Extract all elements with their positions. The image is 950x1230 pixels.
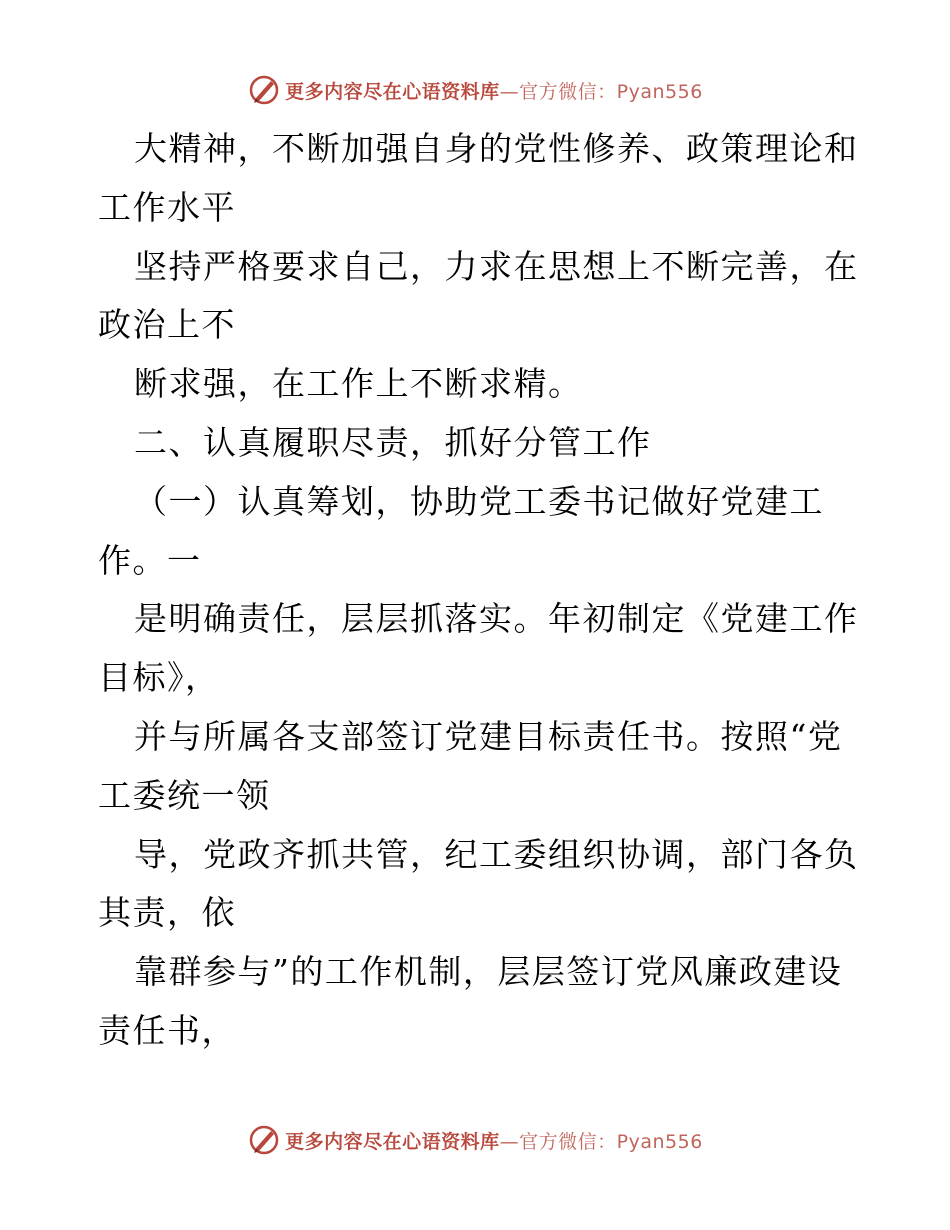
- watermark-text: [285, 1127, 703, 1154]
- header-watermark: [0, 70, 950, 110]
- watermark-main-text: 更多内容尽在心语资料库: [285, 80, 500, 103]
- text-line: 工作水平: [98, 187, 236, 227]
- text-line: 目标》，: [98, 658, 220, 698]
- pen-logo-icon: [247, 1123, 281, 1157]
- watermark-sub-text: —官方微信：Pyan556: [499, 80, 703, 103]
- text-line: 工委统一领: [98, 775, 271, 815]
- text-line: 作。一: [98, 540, 202, 580]
- text-line: 并与所属各支部签订党建目标责任书。按照“党: [134, 716, 843, 756]
- text-line: 责任书，: [98, 1010, 236, 1050]
- text-line: 政治上不: [98, 305, 236, 345]
- text-line: 靠群参与”的工作机制，层层签订党风廉政建设: [134, 952, 843, 992]
- text-line: 其责，依: [98, 893, 236, 933]
- subsection-heading: （一）认真筹划，协助党工委书记做好党建工: [134, 481, 824, 521]
- text-line: 断求强，在工作上不断求精。: [134, 364, 583, 404]
- text-line: 坚持严格要求自己，力求在思想上不断完善，在: [134, 246, 859, 286]
- document-body: [98, 120, 858, 1061]
- watermark-main-text: 更多内容尽在心语资料库: [285, 1130, 500, 1153]
- text-line: 大精神，不断加强自身的党性修养、政策理论和: [134, 129, 859, 168]
- footer-watermark: [0, 1120, 950, 1160]
- text-line: 是明确责任，层层抓落实。年初制定《党建工作: [134, 599, 859, 639]
- watermark-sub-text: —官方微信：Pyan556: [499, 1130, 703, 1153]
- watermark-text: [285, 77, 703, 104]
- pen-logo-icon: [247, 73, 281, 107]
- section-heading: 二、认真履职尽责，抓好分管工作: [134, 422, 652, 462]
- text-line: 导，党政齐抓共管，纪工委组织协调，部门各负: [134, 834, 859, 874]
